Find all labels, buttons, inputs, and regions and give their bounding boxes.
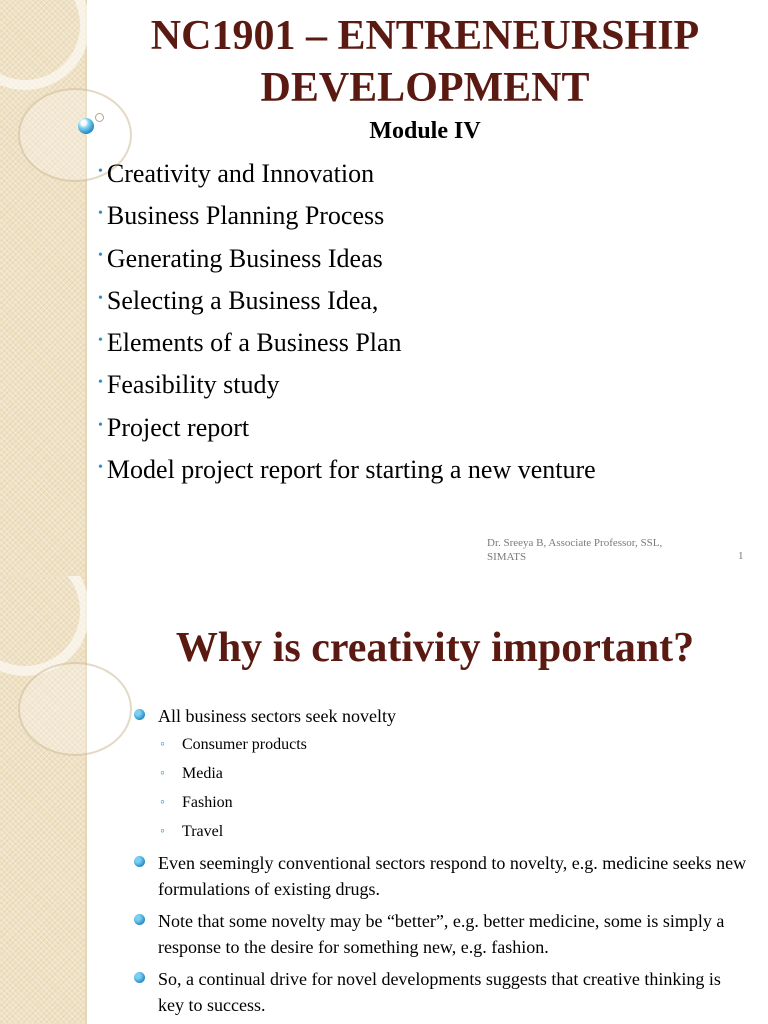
list-item: • Feasibility study [98,370,280,400]
list-item: All business sectors seek novelty [158,703,748,729]
topic-list [98,153,596,491]
bullet-dot-icon: • [98,206,103,222]
list-item: • Generating Business Ideas [98,243,383,273]
bullet-circle-icon [134,972,145,983]
bullet-dot-icon: • [98,459,103,475]
hollow-bullet-icon: ◦ [160,766,165,781]
bullet-dot-icon: • [98,163,103,179]
bullet-circle-icon [134,709,145,720]
hollow-bullet-icon: ◦ [160,795,165,810]
slide-footer: Dr. Sreeya B, Associate Professor, SSL, SIMATS [487,537,663,563]
slide-2 [0,576,768,1024]
decorative-ring-mid [18,662,132,756]
sub-list-item: ◦ Media [182,763,223,785]
hollow-bullet-icon: ◦ [160,737,165,752]
list-item: • Model project report for starting a new venture [98,455,596,485]
stripe-divider [85,576,87,1024]
list-item: • Creativity and Innovation [98,159,375,188]
bullet-dot-icon: • [98,417,103,433]
bullet-dot-icon: • [98,248,103,264]
sub-list-item: ◦ Consumer products [182,734,307,756]
bullet-circle-icon [134,856,145,867]
list-item: • Elements of a Business Plan [98,328,402,358]
list-item: • Business Planning Process [98,201,385,231]
bullet-dot-icon: • [98,375,103,391]
list-item: So, a continual drive for novel developments suggests that creative thinking is key to success. [158,966,748,1018]
page-number: 1 [738,550,744,562]
blue-orb-icon [78,118,94,134]
bullet-circle-icon [134,914,145,925]
slide-title: NC1901 – ENTRENEURSHIP DEVELOPMENT [150,13,700,111]
bullet-dot-icon: • [98,333,103,349]
list-item: Note that some novelty may be “better”, e.g. better medicine, some is simply a response to the desire for something new, e.g. fashion. [158,908,748,960]
slide-title: Why is creativity important? [175,625,695,671]
sub-list-item: ◦ Fashion [182,792,233,814]
stripe-divider [85,0,87,576]
module-subtitle: Module IV [369,118,481,144]
sub-list-item: ◦ Travel [182,821,223,843]
list-item: • Project report [98,412,250,442]
bullet-dot-icon: • [98,290,103,306]
hollow-bullet-icon: ◦ [160,824,165,839]
list-item: • Selecting a Business Idea, [98,285,379,315]
list-item: Even seemingly conventional sectors respond to novelty, e.g. medicine seeks new formulations of existing drugs. [158,850,748,902]
